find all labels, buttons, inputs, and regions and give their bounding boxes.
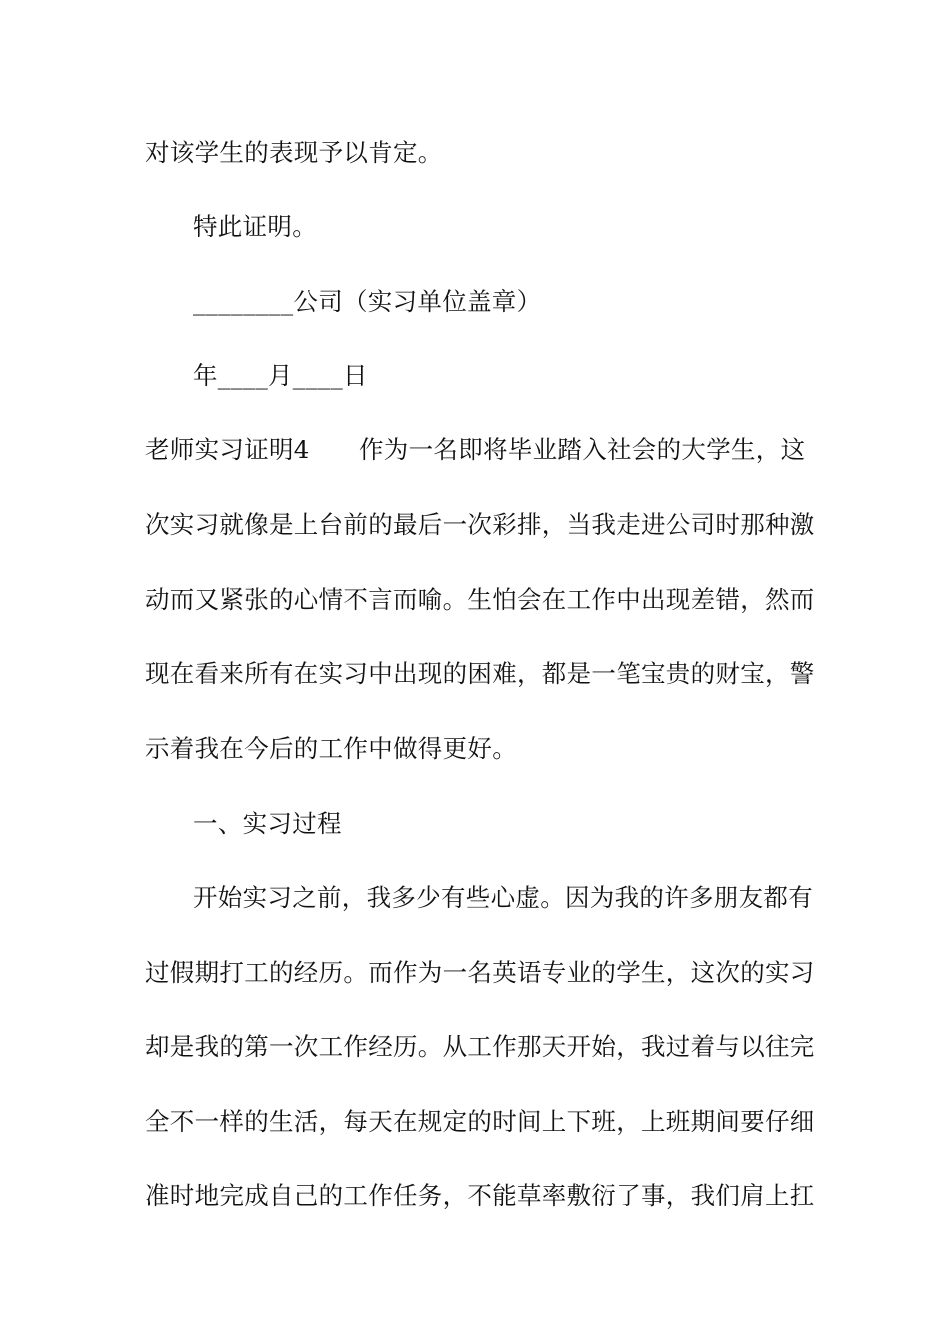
text-line: 全不一样的生活，每天在规定的时间上下班，上班期间要仔细 — [145, 1107, 815, 1136]
section-text: 作为一名即将毕业踏入社会的大学生，这 — [359, 435, 806, 464]
section-heading: 老师实习证明4 — [145, 435, 310, 464]
text-line: 动而又紧张的心情不言而喻。生怕会在工作中出现差错，然而 — [145, 585, 815, 614]
text-line: 开始实习之前，我多少有些心虚。因为我的许多朋友都有 — [193, 883, 813, 912]
text-line: 示着我在今后的工作中做得更好。 — [145, 734, 517, 763]
text-line: 对该学生的表现予以肯定。 — [145, 138, 443, 167]
text-line: 年____月____日 — [193, 361, 368, 390]
text-line: 却是我的第一次工作经历。从工作那天开始，我过着与以往完 — [145, 1032, 815, 1061]
subheading: 一、实习过程 — [193, 809, 342, 838]
text-line: 准时地完成自己的工作任务，不能草率敷衍了事，我们肩上扛 — [145, 1181, 815, 1210]
text-line: ________公司（实习单位盖章） — [193, 287, 542, 316]
text-line: 现在看来所有在实习中出现的困难，都是一笔宝贵的财宝，警 — [145, 659, 815, 688]
section-first-line — [145, 434, 815, 466]
text-line: 过假期打工的经历。而作为一名英语专业的学生，这次的实习 — [145, 958, 815, 987]
text-line: 特此证明。 — [193, 212, 317, 241]
text-line: 次实习就像是上台前的最后一次彩排，当我走进公司时那种激 — [145, 510, 815, 539]
